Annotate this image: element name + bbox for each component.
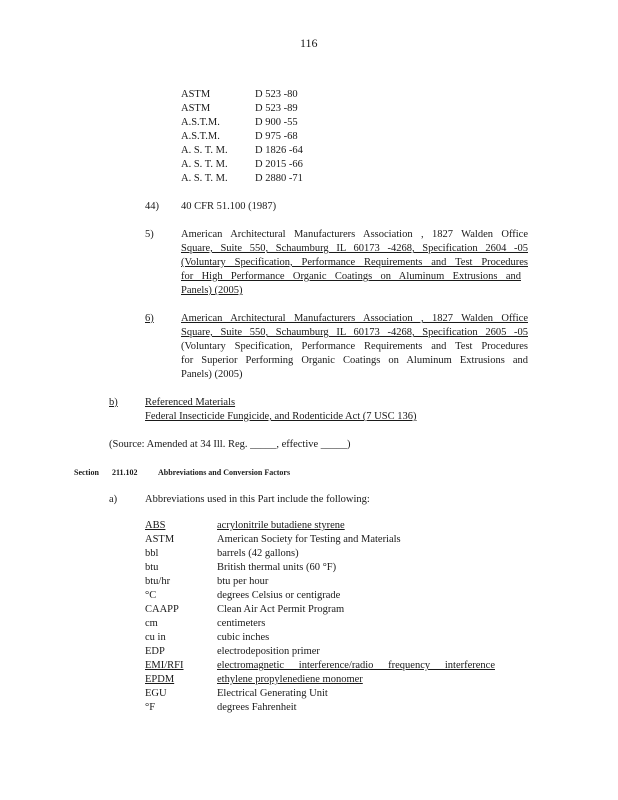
abbreviation: btu	[145, 562, 159, 573]
abbreviation: CAAPP	[145, 604, 179, 615]
section-label: Section	[74, 468, 99, 477]
abbreviation: bbl	[145, 548, 159, 559]
abbreviation: EMI/RFI	[145, 660, 184, 671]
standard-number: D 2015 -66	[255, 159, 303, 170]
item-b-label: b)	[109, 397, 118, 408]
standard-number: D 900 -55	[255, 117, 298, 128]
item-4-label: 44)	[145, 201, 159, 212]
standard-number: D 975 -68	[255, 131, 298, 142]
abbreviation-definition: electromagnetic interference/radio frequency interference	[217, 660, 495, 671]
section-title: Abbreviations and Conversion Factors	[158, 468, 291, 477]
item-6-line: American Architectural Manufacturers Association , 1827 Walden Office	[181, 313, 528, 324]
standard-org: A. S. T. M.	[181, 159, 228, 170]
item-6-line: Panels) (2005)	[181, 369, 243, 380]
standard-org: A. S. T. M.	[181, 173, 228, 184]
item-a-label: a)	[109, 494, 118, 505]
item-6-line: Square, Suite 550, Schaumburg IL 60173 -4268, Specification 2605 -05	[181, 327, 528, 338]
standard-org: A.S.T.M.	[181, 117, 220, 128]
abbreviation: EDP	[145, 646, 165, 657]
source-note: (Source: Amended at 34 Ill. Reg. _____, effective _____)	[109, 439, 351, 450]
item-6-line: for Superior Performing Organic Coatings on Aluminum Extrusions and	[181, 355, 528, 366]
item-6-line: (Voluntary Specification, Performance Requirements and Test Procedures	[181, 341, 528, 352]
abbreviation-definition: British thermal units (60 °F)	[217, 562, 337, 573]
standard-number: D 523 -89	[255, 103, 298, 114]
item-b-text: Federal Insecticide Fungicide, and Rodenticide Act (7 USC 136)	[145, 411, 417, 422]
abbreviation: cm	[145, 618, 158, 629]
abbreviation: btu/hr	[145, 576, 171, 587]
abbreviation-definition: electrodeposition primer	[217, 646, 320, 657]
item-5-line: Panels) (2005)	[181, 285, 243, 296]
abbreviation-definition: acrylonitrile butadiene styrene	[217, 520, 345, 531]
abbreviation: °C	[145, 590, 157, 601]
item-4-text: 40 CFR 51.100 (1987)	[181, 201, 277, 212]
page-number: 116	[300, 36, 318, 50]
abbreviation: cu in	[145, 632, 166, 643]
item-5-line: (Voluntary Specification, Performance Requirements and Test Procedures	[181, 257, 528, 268]
item-a-text: Abbreviations used in this Part include the following:	[145, 494, 370, 505]
item-5-line: for High Performance Organic Coatings on Aluminum Extrusions and	[181, 271, 521, 282]
standard-number: D 1826 -64	[255, 145, 303, 156]
item-5-line: Square, Suite 550, Schaumburg IL 60173 -4268, Specification 2604 -05	[181, 243, 528, 254]
abbreviation: ABS	[145, 520, 166, 531]
abbreviation-definition: degrees Fahrenheit	[217, 702, 297, 713]
abbreviation-definition: American Society for Testing and Materials	[217, 534, 401, 545]
standard-number: D 2880 -71	[255, 173, 303, 184]
abbreviation: EGU	[145, 688, 167, 699]
standard-org: ASTM	[181, 103, 211, 114]
item-6-label: 6)	[145, 313, 154, 324]
standard-org: A.S.T.M.	[181, 131, 220, 142]
abbreviation: EPDM	[145, 674, 175, 685]
standard-number: D 523 -80	[255, 89, 298, 100]
standard-org: A. S. T. M.	[181, 145, 228, 156]
abbreviation-definition: centimeters	[217, 618, 266, 629]
abbreviation: ASTM	[145, 534, 175, 545]
item-5-line: American Architectural Manufacturers Association , 1827 Walden Office	[181, 229, 528, 240]
section-number: 211.102	[112, 468, 138, 477]
abbreviation-definition: cubic inches	[217, 632, 270, 643]
abbreviation-definition: ethylene propylenediene monomer	[217, 674, 363, 685]
item-5-label: 5)	[145, 229, 154, 240]
abbreviation-definition: Electrical Generating Unit	[217, 688, 328, 699]
abbreviation: °F	[145, 702, 156, 713]
abbreviation-definition: barrels (42 gallons)	[217, 548, 299, 559]
standard-org: ASTM	[181, 89, 211, 100]
item-b-title: Referenced Materials	[145, 397, 236, 408]
abbreviation-definition: Clean Air Act Permit Program	[217, 604, 345, 615]
abbreviation-definition: btu per hour	[217, 576, 269, 587]
abbreviation-definition: degrees Celsius or centigrade	[217, 590, 341, 601]
